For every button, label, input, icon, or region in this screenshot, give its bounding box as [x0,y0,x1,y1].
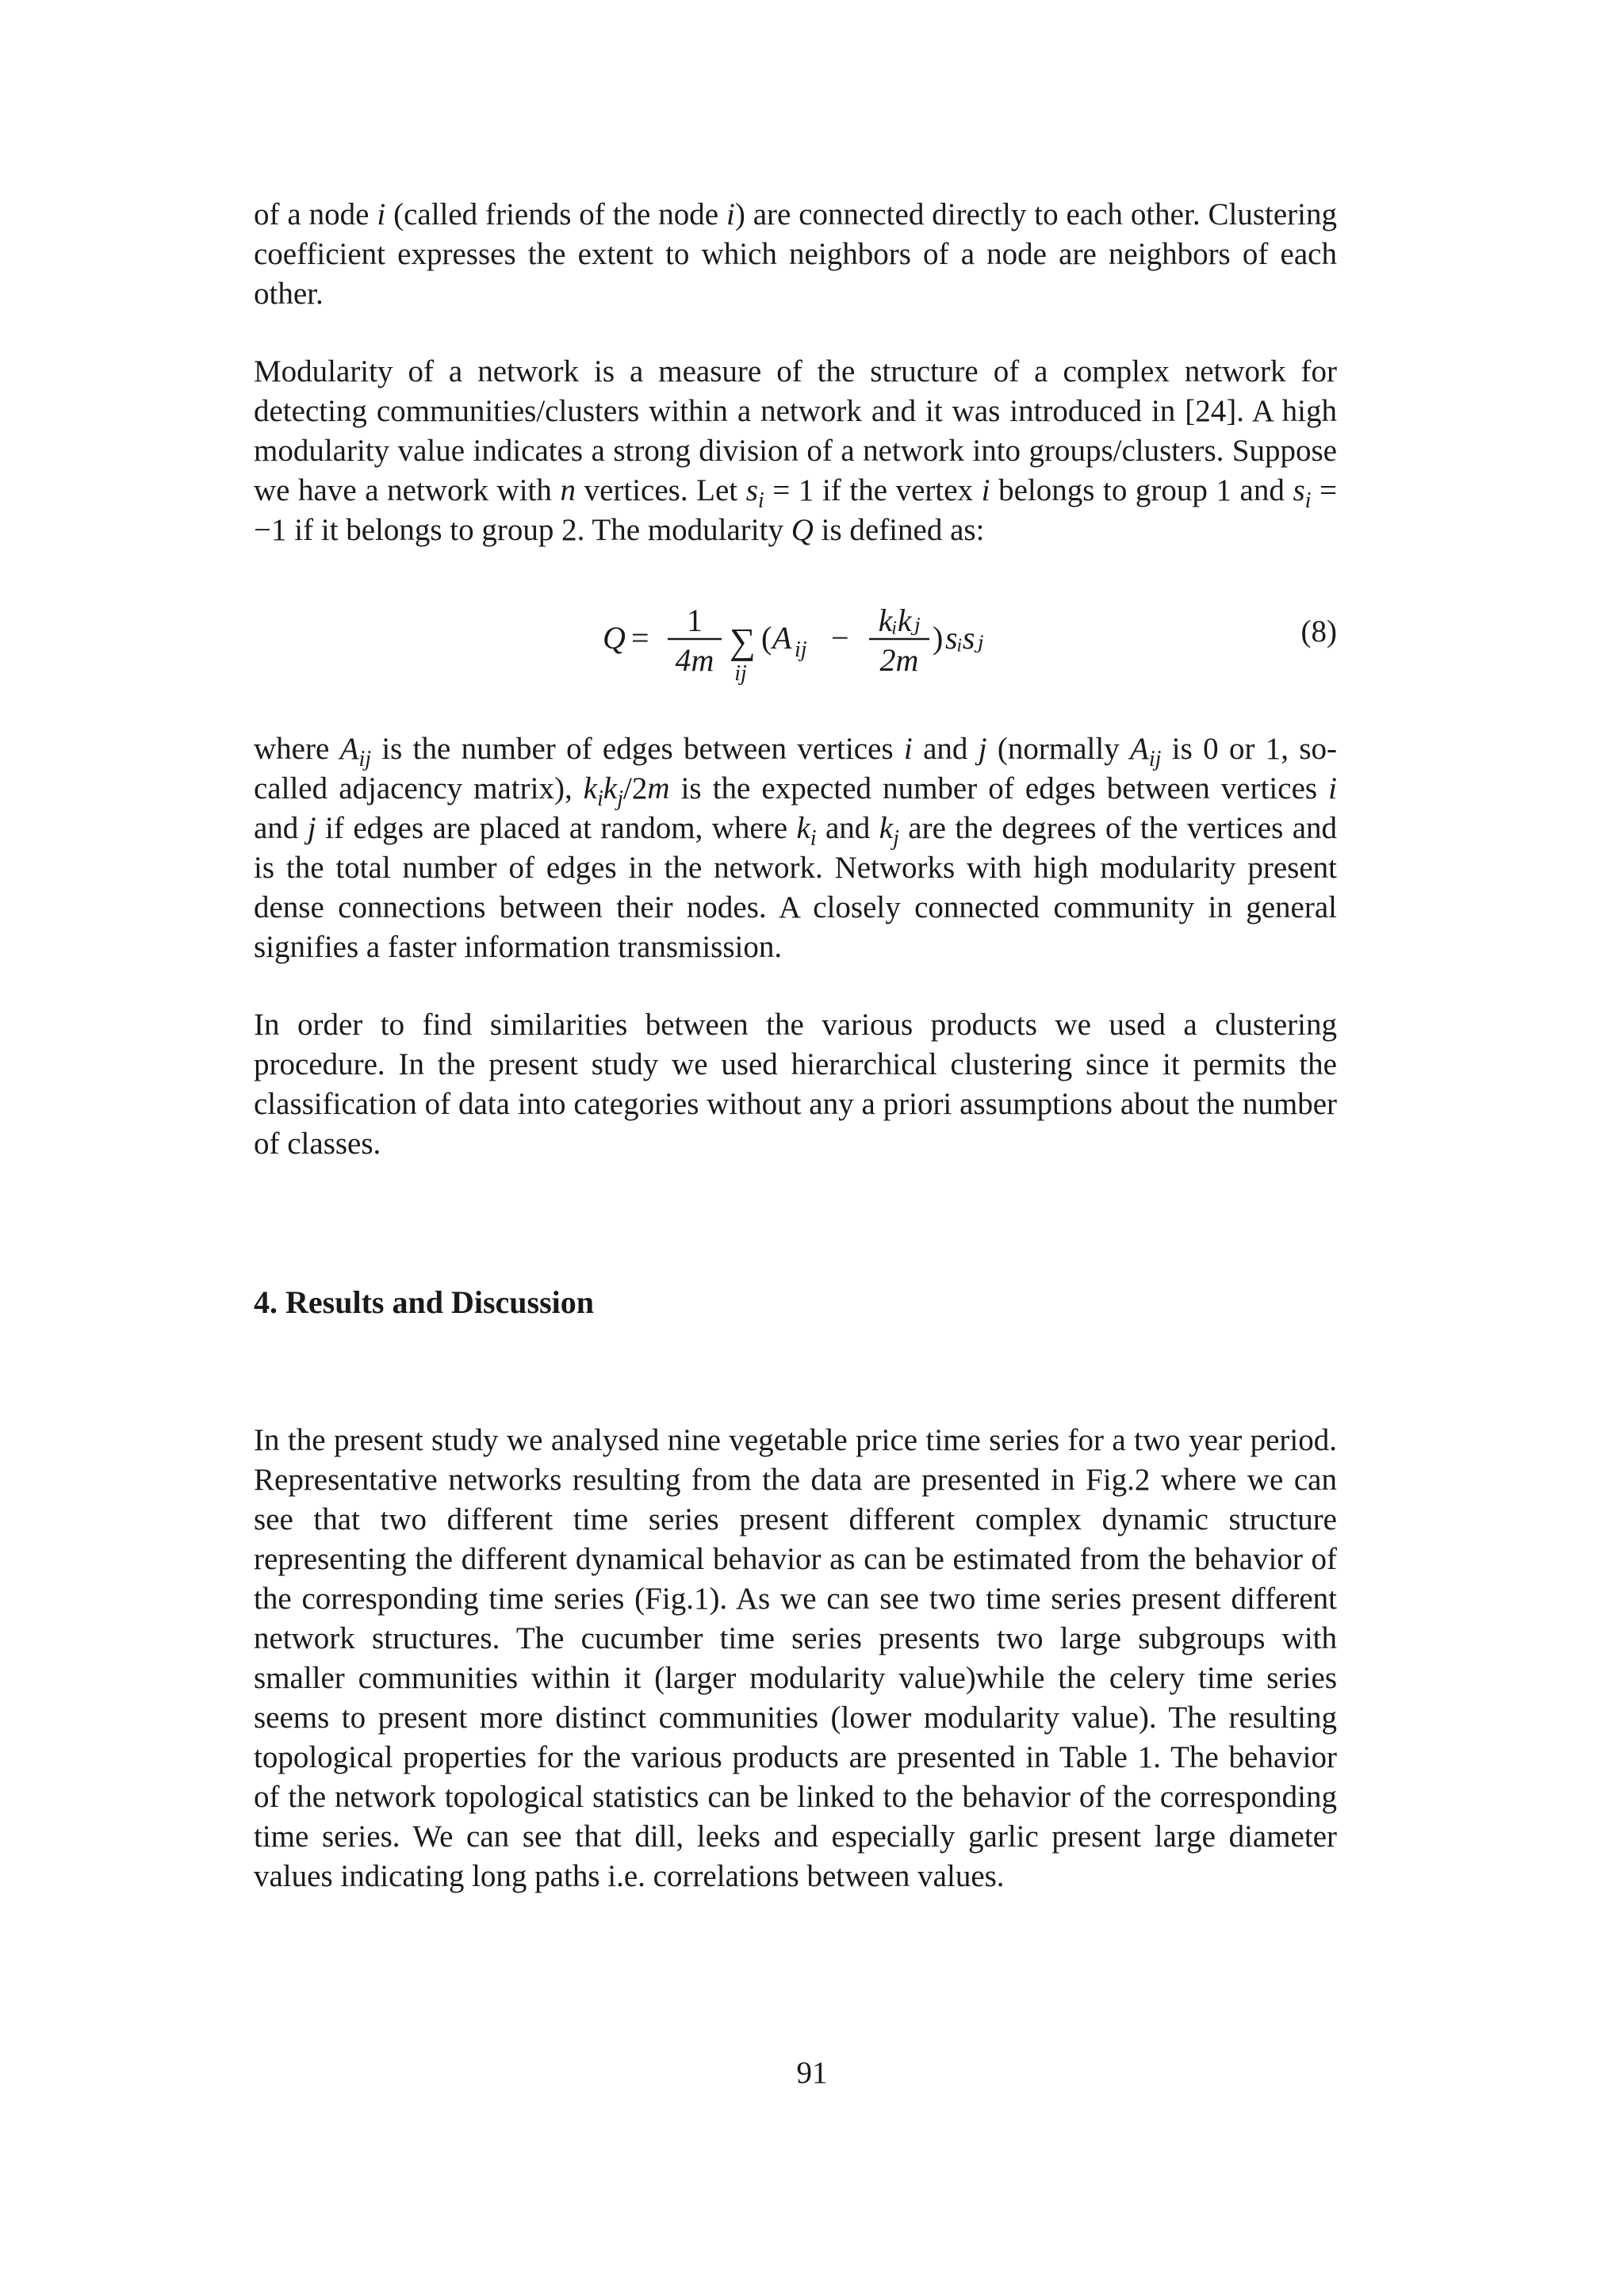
math-subscript: i [597,786,603,811]
eq-equals: = [631,620,649,656]
text-run: belongs to group 1 and [990,473,1293,507]
text-run: where [254,732,340,766]
math-variable: i [981,473,990,507]
math-subscript: ij [1148,746,1162,771]
text-run: and [816,811,879,845]
text-run: is the number of edges between vertices [371,732,904,766]
math-variable: i [377,197,386,232]
paragraph-clustering [254,195,1337,314]
eq-sum-index: ij [734,661,747,686]
paragraph-modularity [254,352,1337,550]
eq-sum-symbol: ∑ [730,621,756,661]
eq-frac2-numerator: kᵢkⱼ [878,603,921,638]
eq-lhs: Q [603,620,626,656]
math-subscript: i [757,488,764,513]
text-run: ) are connected directly to each other. Clustering coefficient expresses the extent to which neighbors of a node are neighbors of each other. [254,197,1337,311]
math-variable: Q [791,513,814,547]
eq-A: A [772,620,792,656]
text-run: In order to find similarities between the various products we used a clustering procedure. In the present study we used hierarchical clustering since it permits the classification of data into categories without any a priori assumptions about the number of classes. [254,1008,1337,1161]
text-run: if edges are placed at random, where [316,811,797,845]
math-variable: n [560,473,576,507]
equation-graphic [254,582,1337,693]
math-subscript: j [893,825,899,851]
eq-frac1-numerator: 1 [687,603,703,638]
paragraph-results [254,1421,1337,1896]
text-run: are the degrees of the vertices and is the total number of edges in the network. Networks with high modularity present dense connections between their nodes. A closely connected community in general signifies a faster information transmission. [254,811,1338,964]
equation-modularity [254,582,1337,693]
math-variable: m [647,771,670,806]
math-variable: i [726,197,735,232]
text-run: is the expected number of edges between vertices [669,771,1329,806]
eq-frac1-denominator: 4m [675,642,714,678]
math-variable: k [603,771,618,806]
text-run: = −1 if it belongs to group 2. The modularity [254,473,1338,547]
text-run: and [912,732,979,766]
math-variable: i [903,732,913,766]
math-subscript: i [1304,488,1312,513]
text-run: and [254,811,308,845]
eq-A-sub: ij [795,637,807,662]
text-run: /2 [622,771,648,806]
text-run: In the present study we analysed nine vegetable price time series for a two year period. Representative networks resulting from the data are presented in Fig.2 where we can see that two different time series present different complex dynamic structure representing the different dynamical behavior as can be estimated from the behavior of the corresponding time series (Fig.1). As we can see two time series present different network structures. The cucumber time series presents two large subgroups with smaller communities within it (larger modularity value)while the celery time series seems to present more distinct communities (lower modularity value). The resulting topological properties for the various products are presented in Table 1. The behavior of the network topological statistics can be linked to the behavior of the corresponding time series. We can see that dill, leeks and especially garlic present large diameter values indicating long paths i.e. correlations between values. [254,1423,1337,1893]
math-subscript: j [617,786,623,811]
math-variable: j [978,732,987,766]
eq-minus: − [831,620,849,656]
math-subscript: ij [358,746,371,771]
page-content [254,195,1337,1896]
math-variable: k [879,811,894,845]
math-variable: s [745,473,758,507]
math-variable: s [1293,473,1305,507]
paragraph-adjacency [254,729,1337,967]
math-variable: k [796,811,810,845]
equation-number: (8) [1300,614,1337,649]
section-heading: 4. Results and Discussion [254,1284,595,1320]
text-run: (normally [986,732,1131,766]
text-run: Modularity of a network is a measure of the structure of a complex network for detecting communities/clusters within a network and it was introduced in [24]. A high modularity value indicates a strong division of a network into groups/clusters. Suppose we have a network with [254,354,1337,507]
math-variable: A [339,732,359,766]
text-run: = 1 if the vertex [764,473,982,507]
page-number: 91 [796,2056,828,2090]
paragraph-hierarchical-clustering [254,1005,1337,1164]
math-variable: k [583,771,598,806]
math-variable: A [1130,732,1149,766]
eq-paren-close: ) [933,620,944,656]
math-subscript: i [810,825,817,851]
math-variable: j [307,811,316,845]
eq-tail: sᵢsⱼ [945,620,984,656]
math-variable: i [1328,771,1337,806]
text-run: is defined as: [813,513,985,547]
eq-paren-open: ( [761,620,772,656]
eq-frac2-denominator: 2m [879,642,919,678]
text-run: vertices. Let [575,473,746,507]
text-run: is 0 or 1, so-called adjacency matrix), [254,732,1338,806]
text-run: (called friends of the node [385,197,726,232]
text-run: of a node [254,197,377,232]
